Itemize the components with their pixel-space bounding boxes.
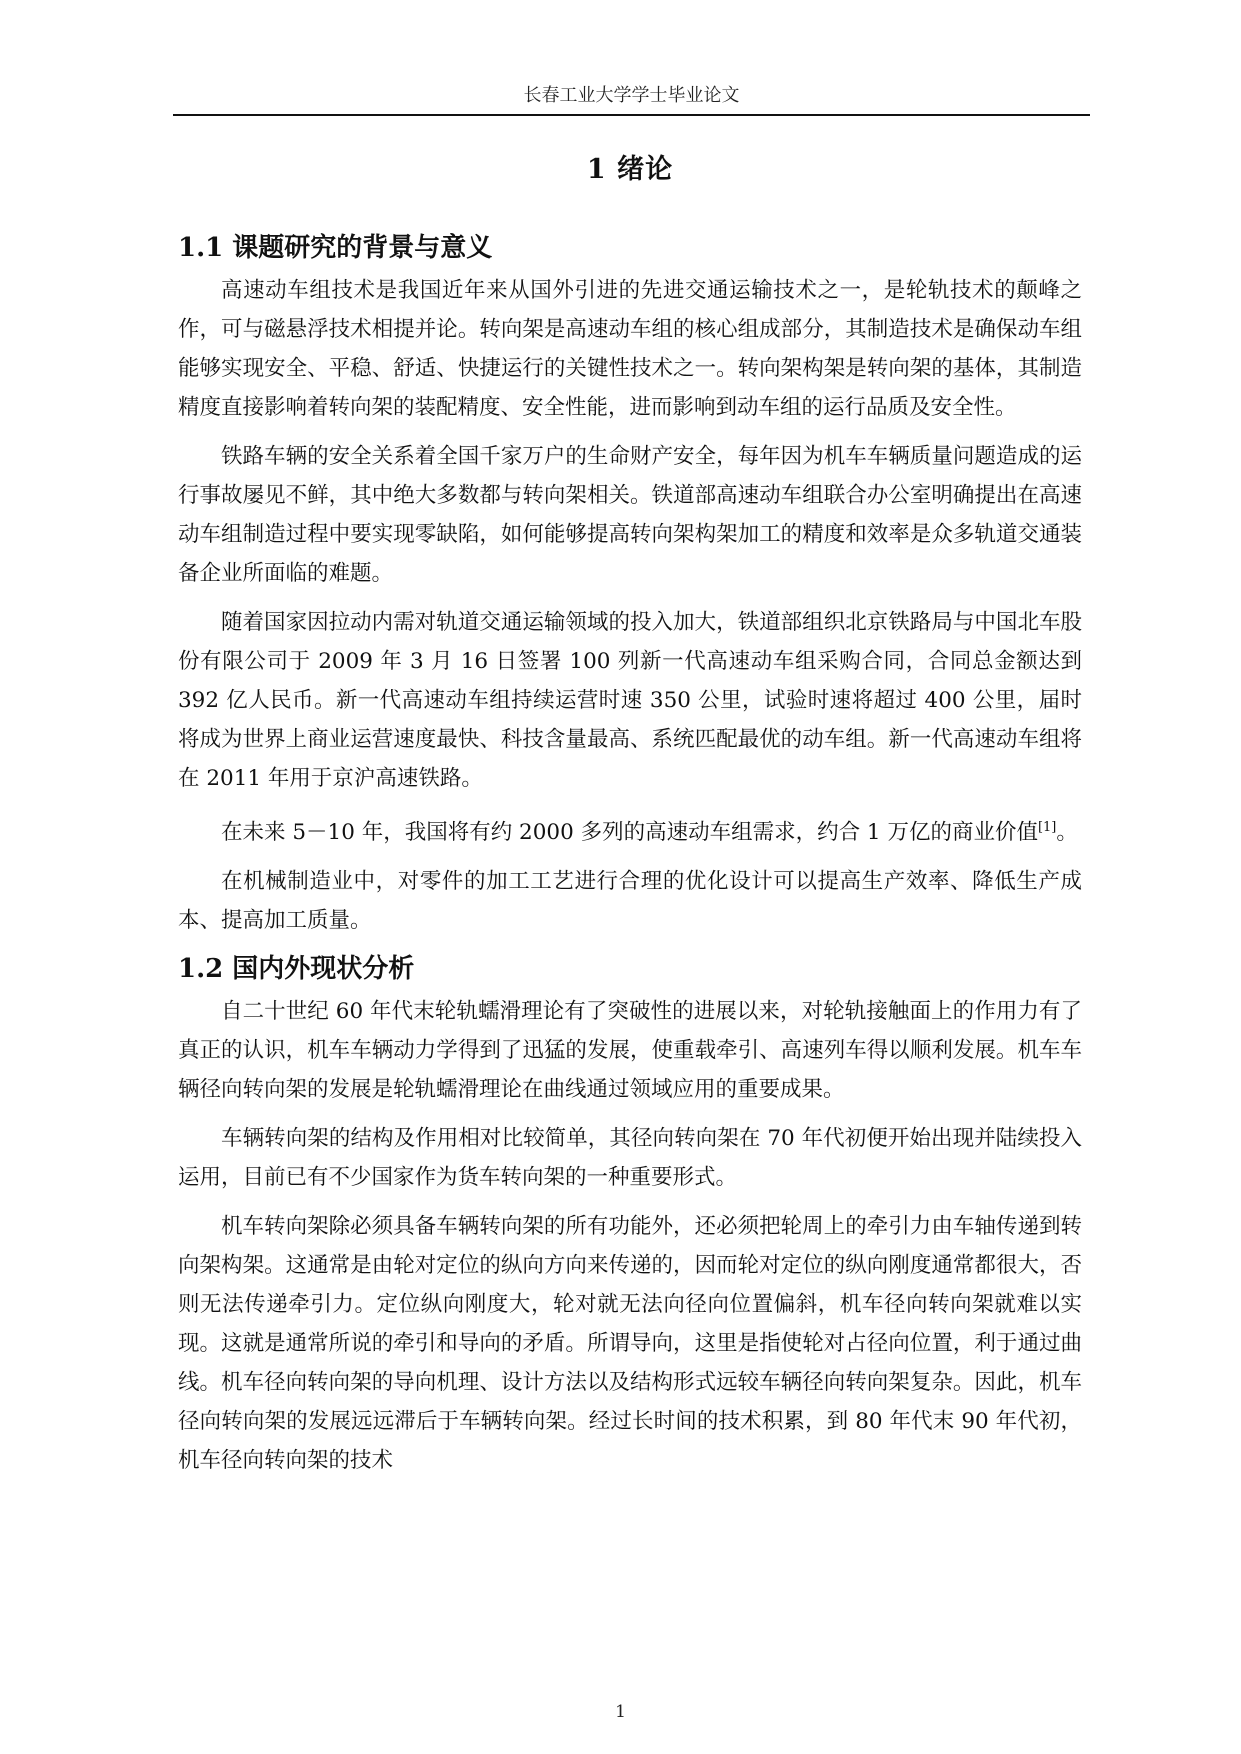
paragraph: 铁路车辆的安全关系着全国千家万户的生命财产安全，每年因为机车车辆质量问题造成的运行事故屡见不鲜，其中绝大多数都与转向架相关。铁道部高速动车组联合办公室明确提出在高速动车组制造过程中要实现零缺陷，如何能够提高转向架构架加工的精度和效率是众多轨道交通装备企业所面临的难题。 — [178, 444, 1082, 586]
paragraph-text: 在未来 5－10 年，我国将有约 2000 多列的高速动车组需求，约合 1 万亿的商业价值 — [221, 820, 1038, 846]
chapter-title: 1 绪论 — [586, 154, 674, 185]
running-header: 长春工业大学学士毕业论文 — [523, 85, 740, 106]
document-body — [178, 150, 1082, 1480]
section-heading: 1.1 课题研究的背景与意义 — [178, 233, 493, 263]
section-1-2 — [178, 950, 1082, 1480]
section-1-1 — [178, 229, 1082, 940]
page-number: 1 — [615, 1702, 626, 1722]
section-heading: 1.2 国内外现状分析 — [178, 954, 415, 985]
paragraph: 随着国家因拉动内需对轨道交通运输领域的投入加大，铁道部组织北京铁路局与中国北车股份有限公司于 2009 年 3 月 16 日签署 100 列新一代高速动车组采购合同，合同总金额达到 392 亿人民币。新一代高速动车组持续运营时速 350 公里，试验时速将超过 400 公里，届时将成为世界上商业运营速度最快、科技含量最高、系统匹配最优的动车组。新一代高速动车组将在 2011 年用于京沪高速铁路。 — [178, 610, 1082, 791]
paragraph: 高速动车组技术是我国近年来从国外引进的先进交通运输技术之一，是轮轨技术的颠峰之作，可与磁悬浮技术相提并论。转向架是高速动车组的核心组成部分，其制造技术是确保动车组能够实现安全、平稳、舒适、快捷运行的关键性技术之一。转向架构架是转向架的基体，其制造精度直接影响着转向架的装配精度、安全性能，进而影响到动车组的运行品质及安全性。 — [178, 278, 1082, 420]
header-divider — [173, 114, 1090, 116]
citation-reference: [1] — [1037, 820, 1057, 835]
paragraph: 机车转向架除必须具备车辆转向架的所有功能外，还必须把轮周上的牵引力由车轴传递到转向架构架。这通常是由轮对定位的纵向方向来传递的，因而轮对定位的纵向刚度通常都很大，否则无法传递牵引力。定位纵向刚度大，轮对就无法向径向位置偏斜，机车径向转向架就难以实现。这就是通常所说的牵引和导向的矛盾。所谓导向，这里是指使轮对占径向位置，利于通过曲线。机车径向转向架的导向机理、设计方法以及结构形式远较车辆径向转向架复杂。因此，机车径向转向架的发展远远滞后于车辆转向架。经过长时间的技术积累，到 80 年代末 90 年代初，机车径向转向架的技术 — [178, 1214, 1082, 1474]
paragraph: 在机械制造业中，对零件的加工工艺进行合理的优化设计可以提高生产效率、降低生产成本、提高加工质量。 — [178, 869, 1082, 934]
paragraph: 自二十世纪 60 年代末轮轨蠕滑理论有了突破性的进展以来，对轮轨接触面上的作用力有了真正的认识，机车车辆动力学得到了迅猛的发展，使重载牵引、高速列车得以顺利发展。机车车辆径向转向架的发展是轮轨蠕滑理论在曲线通过领域应用的重要成果。 — [178, 999, 1082, 1103]
paragraph: 车辆转向架的结构及作用相对比较简单，其径向转向架在 70 年代初便开始出现并陆续投入运用，目前已有不少国家作为货车转向架的一种重要形式。 — [178, 1126, 1082, 1191]
paragraph-with-citation — [178, 808, 1082, 852]
paragraph-end-punctuation: 。 — [1056, 820, 1078, 846]
